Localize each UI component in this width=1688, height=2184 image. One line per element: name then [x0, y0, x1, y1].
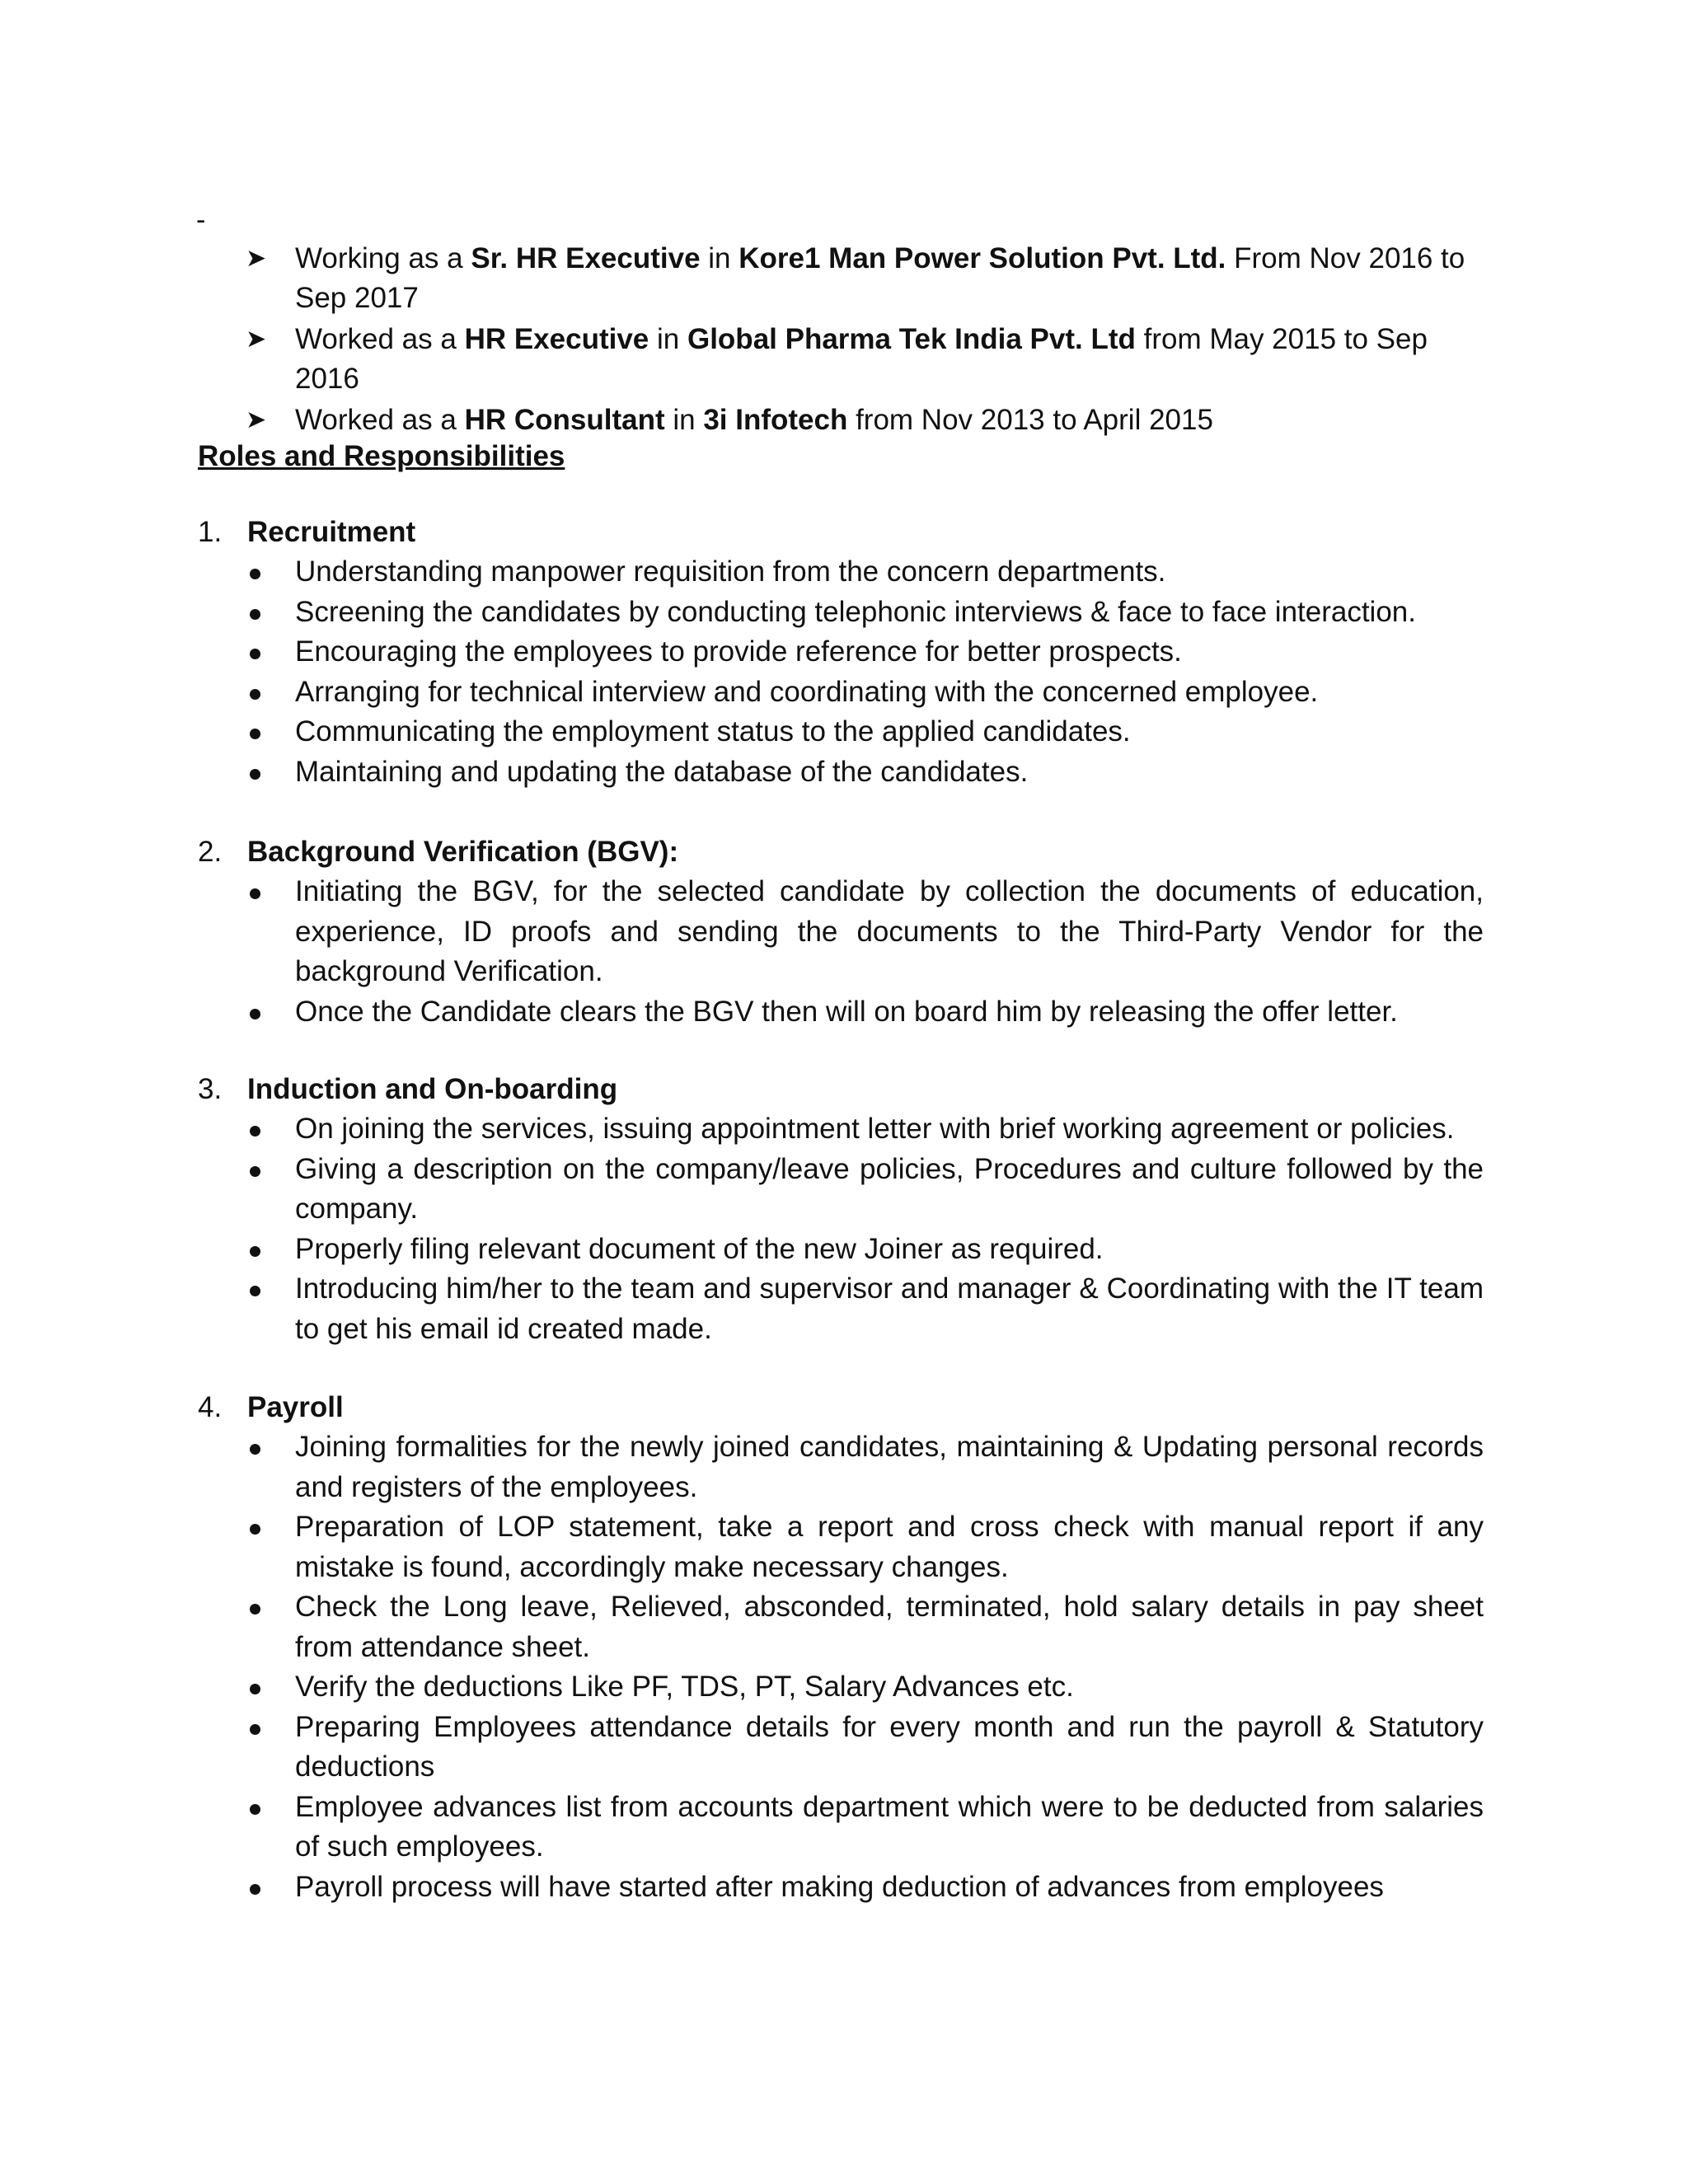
list-item	[198, 1667, 1484, 1708]
list-item	[198, 1507, 1484, 1587]
section-title	[198, 832, 1484, 872]
list-item-text: Payroll process will have started after making deduction of advances from employees	[295, 1870, 1384, 1903]
experience-mid: in	[700, 242, 739, 274]
bullet-dot-icon	[250, 1166, 260, 1177]
list-item-text: Joining formalities for the newly joined candidates, maintaining & Updating personal records and registers of the employees.	[295, 1431, 1484, 1503]
bullet-dot-icon	[250, 569, 260, 579]
list-item-text: Preparing Employees attendance details for every month and run the payroll & Statutory deductions	[295, 1710, 1484, 1783]
list-item	[198, 872, 1484, 992]
section-background-verification	[198, 832, 1484, 1032]
section-number: 1.	[198, 516, 223, 548]
experience-company: Global Pharma Tek India Pvt. Ltd	[687, 323, 1136, 355]
bullet-dot-icon	[250, 729, 260, 739]
arrow-bullet-icon: ➤	[246, 245, 267, 272]
list-item	[198, 992, 1484, 1033]
bullet-dot-icon	[250, 1684, 260, 1694]
bullet-list	[198, 872, 1484, 1032]
list-item-text: Communicating the employment status to the applied candidates.	[295, 715, 1131, 748]
list-item	[198, 1788, 1484, 1868]
bullet-dot-icon	[250, 1604, 260, 1615]
experience-list	[198, 239, 1484, 442]
arrow-bullet-icon: ➤	[246, 326, 267, 353]
experience-item	[198, 239, 1484, 318]
section-induction	[198, 1070, 1484, 1349]
list-item-text: Preparation of LOP statement, take a report and cross check with manual report if any mistake is found, accordingly make necessary changes.	[295, 1511, 1484, 1583]
bullet-dot-icon	[250, 1009, 260, 1019]
list-item	[198, 1150, 1484, 1230]
bullet-dot-icon	[250, 1246, 260, 1257]
experience-mid: in	[664, 404, 704, 436]
list-item	[198, 1587, 1484, 1667]
section-name: Payroll	[247, 1391, 344, 1423]
list-item-text: Initiating the BGV, for the selected candidate by collection the documents of education, experience, ID proofs and sending the documents to the Third-Party Vendor for the background Verification.	[295, 875, 1484, 987]
section-title	[198, 1388, 1484, 1427]
list-item	[198, 1109, 1484, 1150]
section-name: Recruitment	[247, 516, 416, 548]
list-item	[198, 552, 1484, 593]
list-item	[198, 632, 1484, 673]
list-item-text: Giving a description on the company/leave policies, Procedures and culture followed by the company.	[295, 1152, 1484, 1225]
experience-prefix: Worked as a	[295, 323, 465, 355]
list-item-text: On joining the services, issuing appointment letter with brief working agreement or policies.	[295, 1113, 1455, 1145]
section-name: Background Verification (BGV):	[247, 836, 679, 868]
section-name: Induction and On-boarding	[247, 1073, 618, 1105]
bullet-dot-icon	[250, 888, 260, 899]
experience-company: Kore1 Man Power Solution Pvt. Ltd.	[738, 242, 1226, 274]
bullet-dot-icon	[250, 1804, 260, 1815]
experience-item	[198, 320, 1484, 399]
bullet-dot-icon	[250, 1724, 260, 1735]
list-item	[198, 1269, 1484, 1349]
list-item-text: Employee advances list from accounts department which were to be deducted from salaries of such employees.	[295, 1790, 1484, 1863]
roles-heading: Roles and Responsibilities	[198, 440, 565, 472]
bullet-dot-icon	[250, 1444, 260, 1455]
bullet-dot-icon	[250, 689, 260, 700]
section-payroll	[198, 1388, 1484, 1907]
bullet-list	[198, 1109, 1484, 1349]
bullet-list	[198, 1427, 1484, 1907]
list-item-text: Arranging for technical interview and coordinating with the concerned employee.	[295, 675, 1319, 708]
list-item-text: Introducing him/her to the team and supervisor and manager & Coordinating with the IT team to get his email id created made.	[295, 1272, 1484, 1345]
experience-prefix: Worked as a	[295, 404, 465, 436]
list-item	[198, 1427, 1484, 1507]
experience-period: From Nov 2016 to Sep 2017	[295, 242, 1465, 314]
section-title	[198, 513, 1484, 552]
bullet-dot-icon	[250, 1884, 260, 1895]
list-item-text: Check the Long leave, Relieved, absconded, terminated, hold salary details in pay sheet from attendance sheet.	[295, 1591, 1484, 1663]
list-item-text: Properly filing relevant document of the new Joiner as required.	[295, 1232, 1104, 1265]
experience-role: HR Executive	[464, 323, 649, 355]
bullet-list	[198, 552, 1484, 792]
list-item-text: Encouraging the employees to provide reference for better prospects.	[295, 635, 1182, 668]
list-item-text: Understanding manpower requisition from the concern departments.	[295, 555, 1166, 588]
list-item	[198, 593, 1484, 633]
stray-dash: -	[196, 204, 206, 236]
experience-prefix: Working as a	[295, 242, 471, 274]
section-title	[198, 1070, 1484, 1109]
list-item	[198, 1868, 1484, 1908]
list-item	[198, 752, 1484, 793]
experience-period: from Nov 2013 to April 2015	[847, 404, 1213, 436]
bullet-dot-icon	[250, 1126, 260, 1137]
experience-company: 3i Infotech	[703, 404, 848, 436]
experience-role: Sr. HR Executive	[471, 242, 701, 274]
list-item	[198, 673, 1484, 713]
list-item	[198, 712, 1484, 752]
list-item-text: Once the Candidate clears the BGV then will on board him by releasing the offer letter.	[295, 995, 1398, 1028]
bullet-dot-icon	[250, 1286, 260, 1296]
section-number: 4.	[198, 1391, 223, 1423]
list-item-text: Screening the candidates by conducting telephonic interviews & face to face interaction.	[295, 595, 1416, 628]
arrow-bullet-icon: ➤	[246, 406, 267, 434]
list-item	[198, 1230, 1484, 1270]
experience-role: HR Consultant	[464, 404, 665, 436]
bullet-dot-icon	[250, 1524, 260, 1535]
experience-item	[198, 401, 1484, 440]
list-item-text: Maintaining and updating the database of the candidates.	[295, 755, 1029, 788]
bullet-dot-icon	[250, 609, 260, 620]
experience-period: from May 2015 to Sep 2016	[295, 323, 1428, 395]
section-recruitment	[198, 513, 1484, 792]
bullet-dot-icon	[250, 769, 260, 780]
list-item	[198, 1708, 1484, 1788]
bullet-dot-icon	[250, 649, 260, 659]
experience-mid: in	[649, 323, 687, 355]
section-number: 2.	[198, 836, 223, 868]
section-number: 3.	[198, 1073, 223, 1105]
list-item-text: Verify the deductions Like PF, TDS, PT, Salary Advances etc.	[295, 1671, 1074, 1703]
